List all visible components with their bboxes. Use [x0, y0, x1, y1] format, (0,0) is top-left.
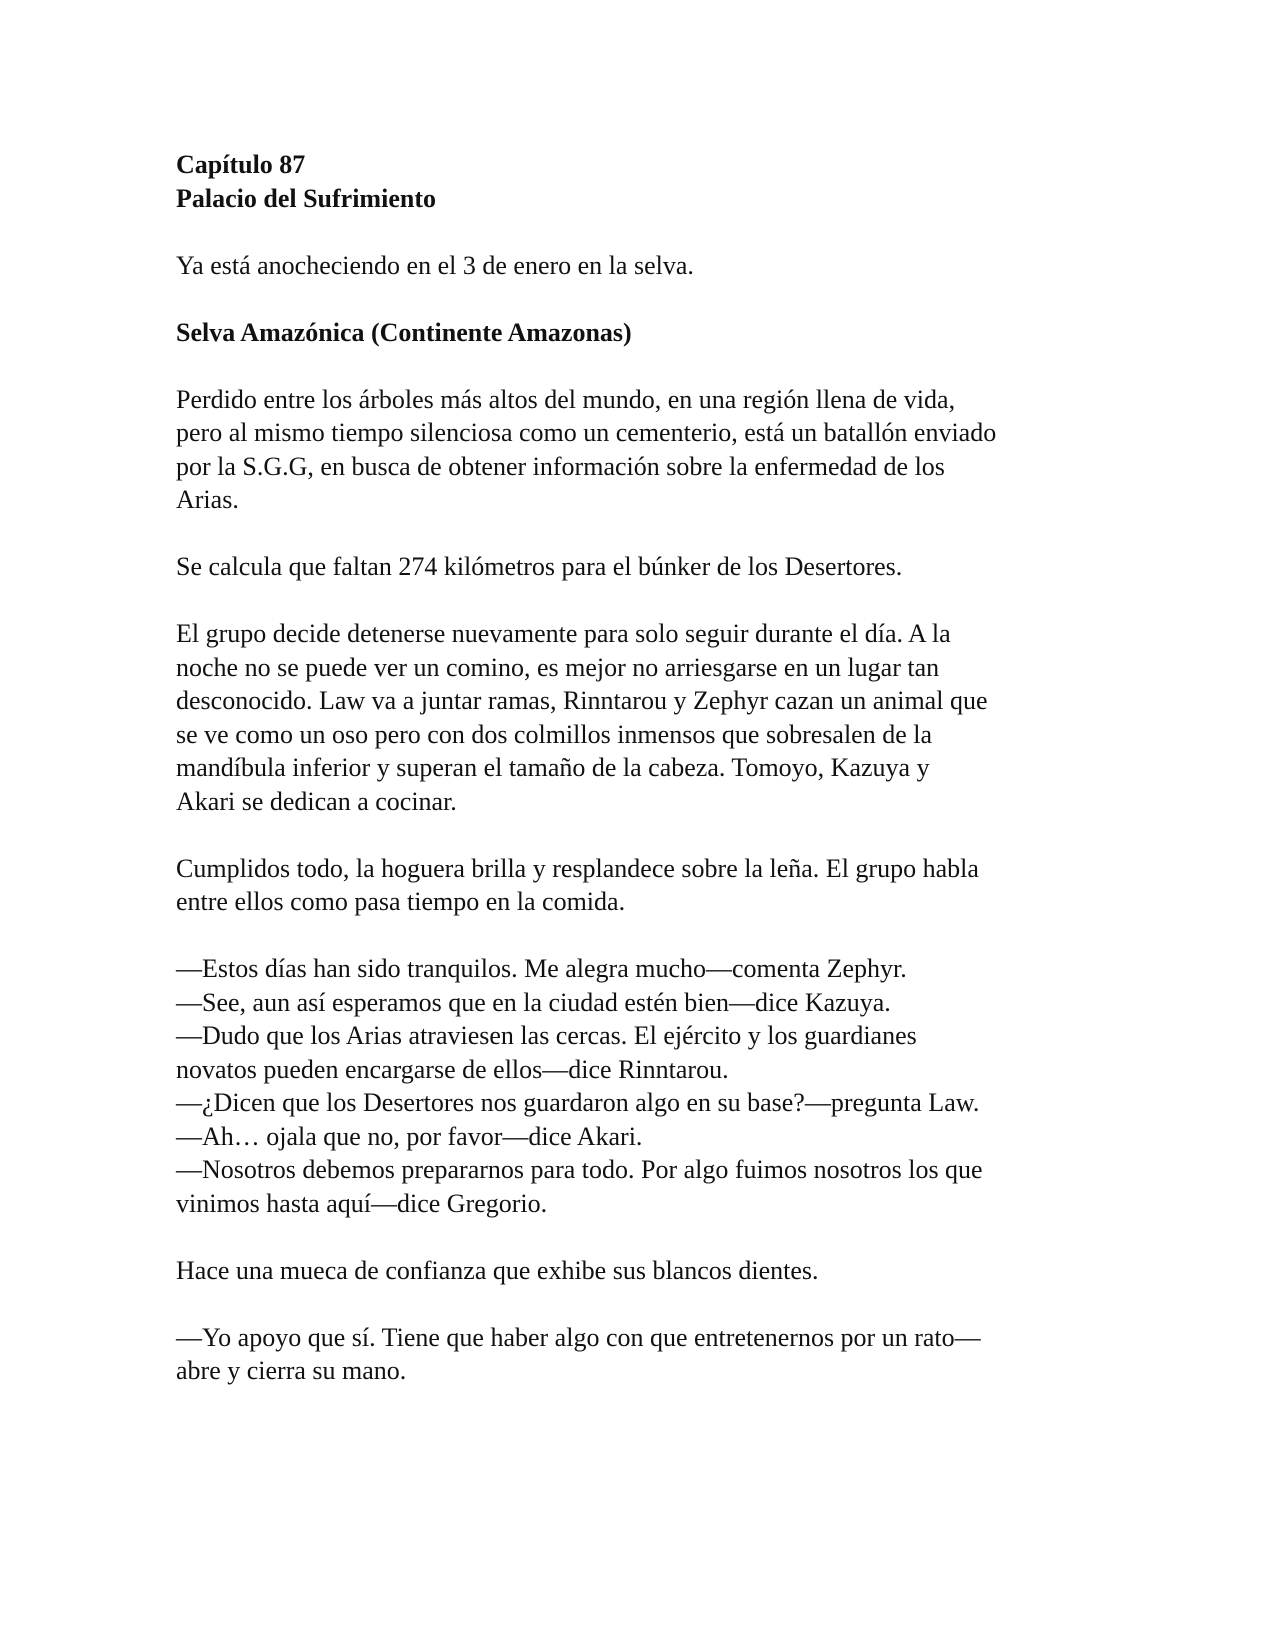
paragraph-line: por la S.G.G, en busca de obtener información sobre la enfermedad de los [176, 451, 945, 481]
paragraph-line: pero al mismo tiempo silenciosa como un cementerio, está un batallón enviado [176, 418, 997, 447]
dialogue-line: —Estos días han sido tranquilos. Me alegra mucho—comenta Zephyr. [176, 954, 907, 983]
paragraph-line: Arias. [176, 485, 239, 514]
paragraph-line: abre y cierra su mano. [176, 1356, 407, 1385]
paragraph-line: desconocido. Law va a juntar ramas, Rinntarou y Zephyr cazan un animal que [176, 686, 988, 715]
paragraph-battalion [176, 383, 1106, 517]
dialogue-line: novatos pueden encargarse de ellos—dice Rinntarou. [176, 1054, 729, 1084]
dialogue-line: —Ah… ojala que no, por favor—dice Akari. [176, 1121, 643, 1151]
dialogue-line: —¿Dicen que los Desertores nos guardaron algo en su base?—pregunta Law. [176, 1088, 980, 1117]
paragraph-line: noche no se puede ver un comino, es mejor no arriesgarse en un lugar tan [176, 652, 940, 682]
paragraph-nightfall: Ya está anocheciendo en el 3 de enero en la selva. [176, 250, 694, 280]
paragraph-smile: Hace una mueca de confianza que exhibe sus blancos dientes. [176, 1255, 819, 1285]
paragraph-line: —Yo apoyo que sí. Tiene que haber algo con que entretenernos por un rato— [176, 1322, 981, 1352]
paragraph-line: entre ellos como pasa tiempo en la comida. [176, 887, 626, 916]
location-heading: Selva Amazónica (Continente Amazonas) [176, 317, 632, 347]
dialogue-line: vinimos hasta aquí—dice Gregorio. [176, 1188, 548, 1218]
dialogue-line: —Nosotros debemos prepararnos para todo. Por algo fuimos nosotros los que [176, 1155, 983, 1184]
paragraph-bonfire [176, 852, 1106, 919]
paragraph-line: Cumplidos todo, la hoguera brilla y resplandece sobre la leña. El grupo habla [176, 853, 979, 883]
paragraph-line: Akari se dedican a cocinar. [176, 786, 457, 816]
paragraph-line: mandíbula inferior y superan el tamaño de la cabeza. Tomoyo, Kazuya y [176, 753, 930, 782]
dialogue-line: —See, aun así esperamos que en la ciudad estén bien—dice Kazuya. [176, 987, 891, 1017]
paragraph-line: Perdido entre los árboles más altos del mundo, en una región llena de vida, [176, 384, 956, 414]
page-content [176, 148, 1106, 1421]
dialogue-line: —Dudo que los Arias atraviesen las cercas. El ejército y los guardianes [176, 1021, 917, 1050]
paragraph-closing [176, 1321, 1106, 1388]
paragraph-line: se ve como un oso pero con dos colmillos inmensos que sobresalen de la [176, 719, 933, 749]
paragraph-line: El grupo decide detenerse nuevamente para solo seguir durante el día. A la [176, 619, 951, 648]
chapter-title: Palacio del Sufrimiento [176, 183, 436, 213]
chapter-number: Capítulo 87 [176, 150, 306, 179]
dialogue-block [176, 952, 1106, 1220]
chapter-heading [176, 148, 1106, 215]
paragraph-camp [176, 617, 1106, 818]
paragraph-distance: Se calcula que faltan 274 kilómetros para el búnker de los Desertores. [176, 552, 903, 581]
